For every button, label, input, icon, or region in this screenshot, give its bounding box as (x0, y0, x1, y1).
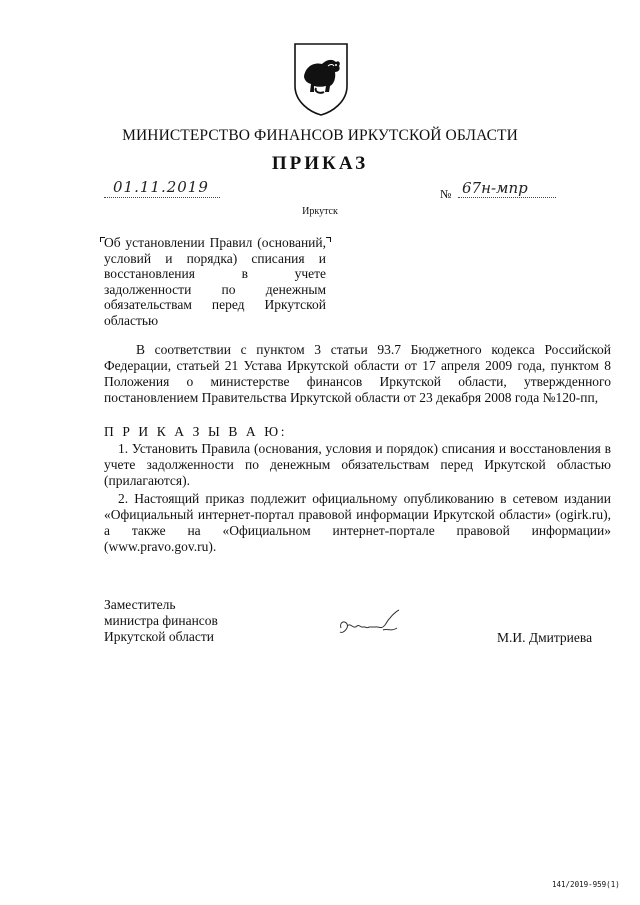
order-number: 67н-мпр (462, 179, 528, 197)
signatory-position (104, 597, 218, 645)
number-sign: № (440, 187, 452, 201)
signatory-line-1: Заместитель (104, 597, 176, 612)
subject-corner-right (326, 237, 331, 242)
coat-of-arms-emblem (292, 42, 350, 116)
order-word: П Р И К А З Ы В А Ю: (104, 424, 288, 439)
city-name: Иркутск (302, 206, 338, 217)
ministry-title: МИНИСТЕРСТВО ФИНАНСОВ ИРКУТСКОЙ ОБЛАСТИ (122, 127, 518, 144)
preamble-paragraph: В соответствии с пунктом 3 статьи 93.7 Бюджетного кодекса Российской Федерации, статьей 21 Устава Иркутской области от 17 апреля 2009 года, пунктом 8 Положения о министерстве финансов Иркутской области, утвержденного постановлением Правительства Иркутской области от 23 декабря 2008 года №120-пп, (104, 342, 611, 405)
subject-corner-left (100, 237, 105, 242)
order-subject (104, 235, 326, 328)
order-date: 01.11.2019 (113, 178, 209, 196)
signatory-line-2: министра финансов (104, 613, 218, 628)
signatory-name: М.И. Дмитриева (497, 630, 593, 645)
order-item-1: 1. Установить Правила (основания, условия и порядок) списания и восстановления в учете задолженности по денежным обязательствам перед Иркутской областью (прилагаются). (104, 441, 611, 488)
document-type-heading: ПРИКАЗ (271, 153, 369, 174)
order-item-2: 2. Настоящий приказ подлежит официальному опубликованию в сетевом издании «Официальный интернет-портал правовой информации Иркутской области» (ogirk.ru), а также на «Официальном интернет-портале правовой информации» (www.pravo.gov.ru). (104, 491, 611, 554)
handwritten-signature (335, 608, 405, 642)
footer-code: 141/2019-959(1) (552, 880, 620, 889)
number-underline (458, 197, 556, 198)
signatory-line-3: Иркутской области (104, 629, 215, 644)
date-underline (104, 197, 220, 198)
subject-text: Об установлении Правил (оснований, условий и порядка) списания и восстановления в учете задолженности по денежным обязательствам перед Иркутской областью (104, 235, 326, 328)
